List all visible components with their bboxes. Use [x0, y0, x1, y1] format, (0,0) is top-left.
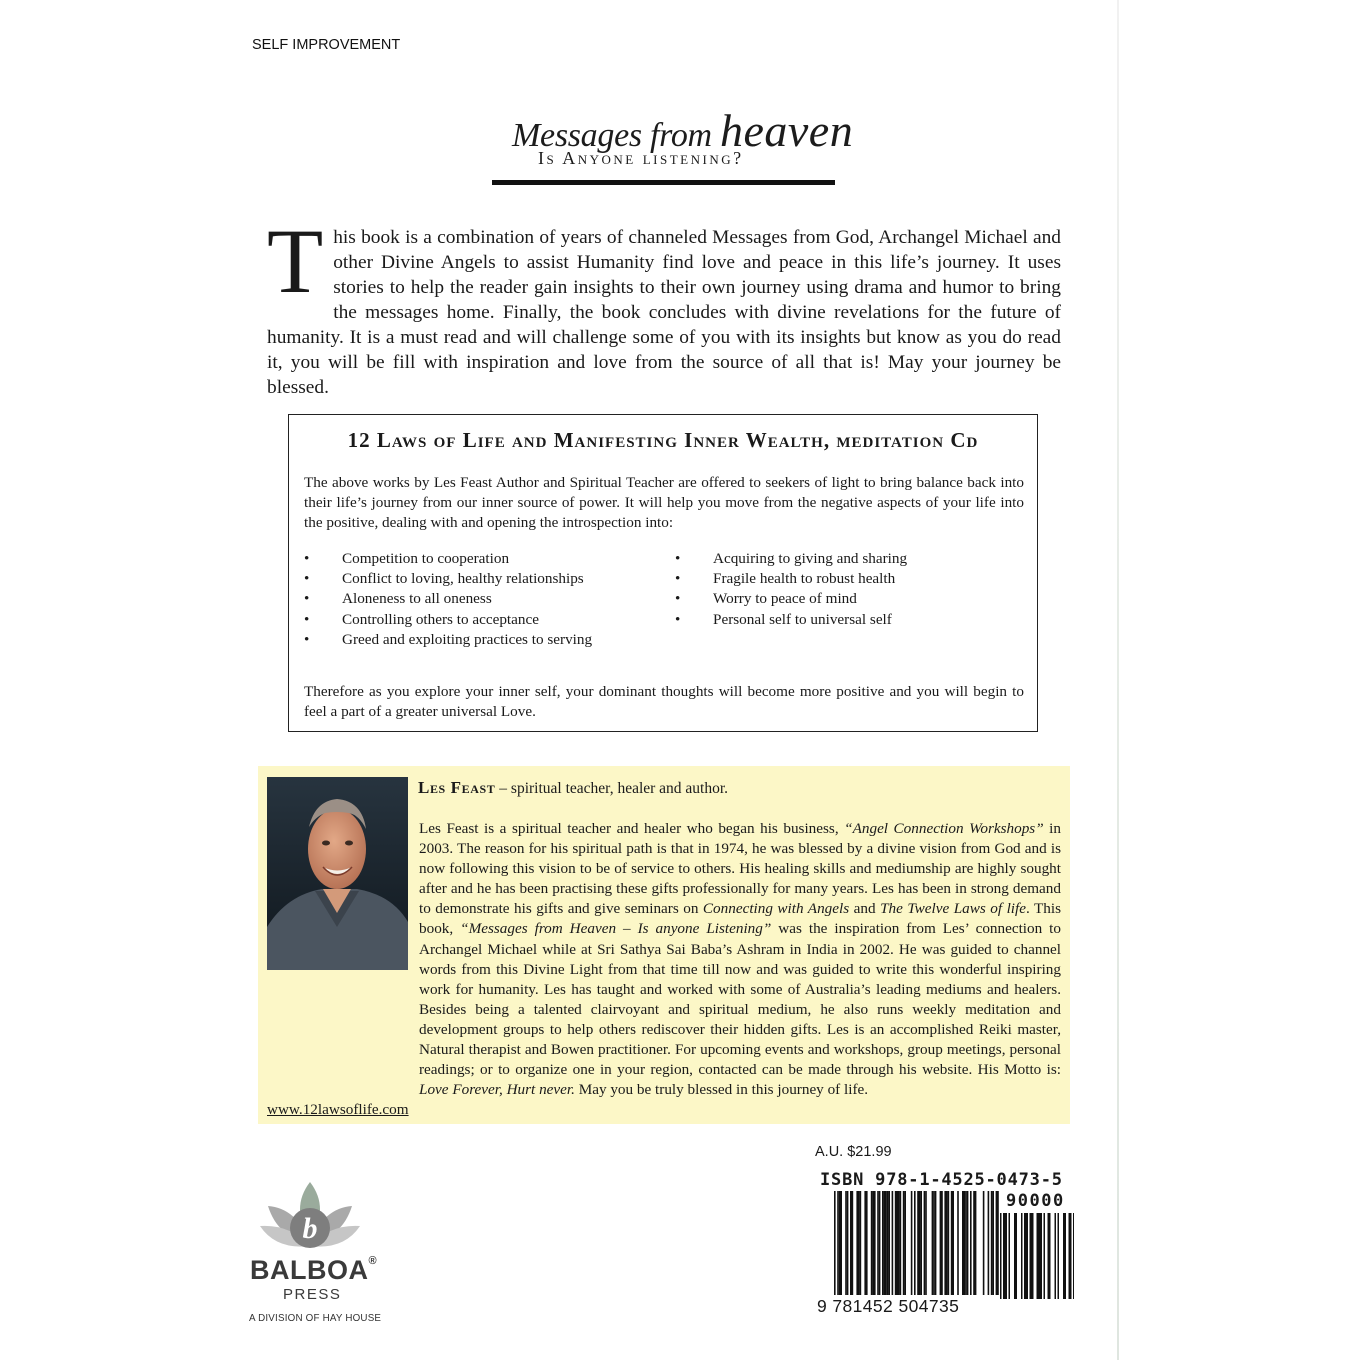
registered-mark: ® [368, 1255, 378, 1267]
barcode-bar [962, 1191, 965, 1295]
author-box [258, 766, 1070, 1124]
barcode-bar [1049, 1213, 1051, 1299]
barcode-bar [965, 1191, 967, 1295]
barcode-bar [983, 1191, 985, 1295]
barcode-bar [872, 1191, 875, 1295]
author-name: Les Feast [418, 778, 496, 797]
barcode-bar [882, 1191, 884, 1295]
bullet: • [304, 630, 310, 648]
bullet: • [675, 550, 681, 567]
book-subtitle: Is Anyone listening? [538, 148, 744, 168]
list-item [675, 589, 907, 609]
bio-text: Les Feast is a spiritual teacher and healer who began his business, [419, 820, 845, 837]
barcode-bar [914, 1191, 916, 1295]
title-rule [492, 180, 835, 185]
barcode-bar [877, 1191, 879, 1295]
bio-book-title: “Messages from Heaven – Is anyone Listening” [460, 920, 772, 938]
barcode-bar [1024, 1213, 1027, 1299]
title-block [490, 70, 854, 190]
barcode-bar [992, 1191, 994, 1295]
barcode-bar [1073, 1213, 1074, 1299]
barcode-bar [920, 1191, 922, 1295]
barcode-bar [1058, 1213, 1060, 1299]
barcode-bar [935, 1191, 937, 1295]
list-item-text: Acquiring to giving and sharing [713, 550, 908, 567]
author-website-link[interactable]: www.12lawsoflife.com [267, 1101, 409, 1118]
barcode-bar [1065, 1213, 1067, 1299]
barcode-bar [888, 1191, 890, 1295]
list-item [304, 549, 592, 569]
bio-seminar: Connecting with Angels [702, 900, 850, 918]
list-item [675, 549, 907, 569]
bullet: • [675, 570, 681, 588]
bullet: • [304, 590, 310, 608]
barcode-bar [903, 1191, 905, 1295]
publisher-name-text: BALBOA [250, 1255, 369, 1285]
barcode-bar [898, 1191, 900, 1295]
barcode-bar [871, 1191, 873, 1295]
barcode-bar [933, 1191, 935, 1295]
laws-list-left [304, 549, 592, 650]
bio-text: . This book, [419, 900, 1061, 938]
bio-text: May you be truly blessed in this journey of life. [574, 1081, 869, 1099]
publisher-sub: PRESS [283, 1286, 342, 1303]
barcode-bar [951, 1191, 954, 1295]
author-heading [418, 778, 728, 798]
bullet: • [304, 610, 310, 628]
barcode-bar [1037, 1213, 1039, 1299]
barcode-bar [1069, 1213, 1071, 1299]
barcode-bar [856, 1191, 858, 1295]
barcode-bar [948, 1191, 950, 1295]
author-tagline: – spiritual teacher, healer and author. [495, 780, 729, 797]
barcode-bar [967, 1191, 969, 1295]
barcode-bar [996, 1191, 999, 1295]
barcode-bar [847, 1191, 849, 1295]
barcode-bar [837, 1191, 839, 1295]
intro-paragraph [267, 210, 1061, 400]
list-item [304, 569, 592, 589]
barcode-bar [904, 1191, 906, 1295]
logo-letter: b [302, 1212, 318, 1245]
barcode-number: 9 781452 504735 [817, 1296, 960, 1316]
barcode-bar [1021, 1213, 1023, 1299]
barcode-bar [845, 1191, 847, 1295]
barcode-bar [1009, 1213, 1011, 1299]
barcode-bar [924, 1191, 926, 1295]
barcode-bar [944, 1191, 946, 1295]
barcode-bar [850, 1191, 853, 1295]
barcode-bar [834, 1191, 836, 1295]
balboa-lotus-logo [248, 1180, 378, 1260]
list-item-text: Worry to peace of mind [713, 590, 857, 608]
barcode-bar [970, 1191, 972, 1295]
title-prefix: Messages from [512, 117, 720, 154]
barcode-bar [1003, 1213, 1006, 1299]
barcode-bar [900, 1191, 902, 1295]
publisher-division: A DIVISION OF HAY HOUSE [249, 1313, 382, 1324]
spine-edge [1117, 0, 1119, 1360]
bio-motto: Love Forever, Hurt never. [419, 1081, 575, 1099]
bullet: • [675, 610, 681, 628]
list-item-text: Conflict to loving, healthy relationships [342, 570, 584, 588]
barcode-bar [1027, 1213, 1029, 1299]
barcode-bar [911, 1191, 913, 1295]
barcode-bar [1063, 1213, 1065, 1299]
author-bio [267, 819, 1061, 1100]
list-item [304, 589, 592, 609]
list-item [675, 610, 907, 630]
barcode-bar [1055, 1213, 1057, 1299]
photo-spacer [267, 819, 419, 967]
list-item-text: Aloneness to all oneness [342, 590, 492, 608]
ean-addon-digits: 90000 [1006, 1191, 1065, 1211]
laws-closing: Therefore as you explore your inner self, your dominant thoughts will become more positive and you will begin to feel a part of a greater universal Love. [304, 683, 1024, 720]
list-item-text: Controlling others to acceptance [342, 610, 539, 628]
category-label: SELF IMPROVEMENT [252, 37, 401, 53]
bio-seminar: The Twelve Laws of life [880, 900, 1026, 918]
isbn-label: ISBN 978-1-4525-0473-5 [820, 1170, 1063, 1190]
barcode-bar [858, 1191, 860, 1295]
barcode-bar [917, 1191, 920, 1295]
bio-text-block [419, 819, 1061, 1100]
bio-workshops: “Angel Connection Workshops” [844, 820, 1044, 837]
barcode-bar [895, 1191, 898, 1295]
drop-cap: T [267, 210, 324, 312]
barcode-bar [839, 1191, 842, 1295]
list-item [675, 569, 907, 589]
barcode-bar [946, 1191, 948, 1295]
bio-text: was the inspiration from Les’ connection to Archangel Michael while at Sri Sathya Sai Baba’s Ashram in India in 2002. He was guided to channel words from this Divine Light from that time till now and was guided to write this wonderful inspiring work for humanity. Les has taught and worked with some of Australia’s leading mediums and healers. Besides being a talented clairvoyant and spiritual medium, he also runs weekly meditation and development groups to help others rediscover their hidden gifts. Les is an accomplished Reiki master, Natural therapist and Bowen practitioner. For upcoming events and workshops, group meetings, personal readings; or to organize one in your region, contacted can be made through his website. His Motto is: [419, 920, 1061, 1079]
barcode-bar [887, 1191, 889, 1295]
barcode-bar [864, 1191, 866, 1295]
title-emphasis: heaven [719, 105, 854, 156]
publisher-name [250, 1255, 377, 1286]
barcode-bar [866, 1191, 868, 1295]
laws-box [288, 414, 1038, 732]
barcode-bar [884, 1191, 887, 1295]
barcode-bar [991, 1191, 993, 1295]
laws-list-right [675, 549, 907, 630]
barcode-bar [1006, 1213, 1008, 1299]
list-item-text: Personal self to universal self [713, 610, 892, 628]
barcode-bar [988, 1191, 990, 1295]
barcode-bar [973, 1191, 976, 1295]
barcode-bar [1070, 1213, 1072, 1299]
barcode-bar [1048, 1213, 1050, 1299]
barcode-bar [940, 1191, 943, 1295]
bio-text: in 2003. The reason for his spiritual path is that in 1974, he was blessed by a divine vision from God and is now following this vision to be of service to others. His healing skills and mediumship are highly sought after and he has been practising these gifts professionally for many years. Les has been in strong demand to demonstrate his gifts and give seminars on [419, 820, 1061, 918]
barcode-bar [1016, 1213, 1018, 1299]
bullet: • [304, 570, 310, 588]
price-label: A.U. $21.99 [815, 1144, 892, 1160]
barcode-bar [1000, 1213, 1002, 1299]
barcode-bar [1041, 1213, 1043, 1299]
laws-title: 12 Laws of Life and Manifesting Inner Wealth, meditation Cd [347, 428, 979, 452]
intro-text: his book is a combination of years of channeled Messages from God, Archangel Michael and other Divine Angels to assist Humanity find love and peace in this life’s journey. It uses stories to help the reader gain insights to their own journey using drama and humor to bring the messages home. Finally, the book concludes with divine revelations for the future of humanity. It is a must read and will challenge some of you with its insights but know as you do read it, you will be fill with inspiration and love from the source of all that is! May your journey be blessed. [267, 227, 1061, 398]
barcode-bar [957, 1191, 959, 1295]
bullet: • [675, 590, 681, 608]
barcode-bar [1014, 1213, 1016, 1299]
list-item [304, 610, 592, 630]
barcode-bar [932, 1191, 934, 1295]
barcode-bar [860, 1191, 862, 1295]
barcode-bar [1030, 1213, 1032, 1299]
barcode-bar [1044, 1213, 1046, 1299]
barcode-bar [879, 1191, 881, 1295]
barcode-bar [1031, 1213, 1034, 1299]
barcode-bar [1038, 1213, 1041, 1299]
bio-text: and [849, 900, 881, 918]
laws-intro: The above works by Les Feast Author and Spiritual Teacher are offered to seekers of light to bring balance back into their life’s journey from our inner source of power. It will help you move from the negative aspects of your life into the positive, dealing with and opening the introspection into: [304, 474, 1024, 531]
barcode-bar [892, 1191, 894, 1295]
list-item-text: Competition to cooperation [342, 550, 510, 567]
list-item-text: Fragile health to robust health [713, 570, 896, 588]
list-item [304, 630, 592, 650]
barcode-bar [925, 1191, 927, 1295]
list-item-text: Greed and exploiting practices to serving [342, 630, 593, 648]
bullet: • [304, 550, 310, 567]
